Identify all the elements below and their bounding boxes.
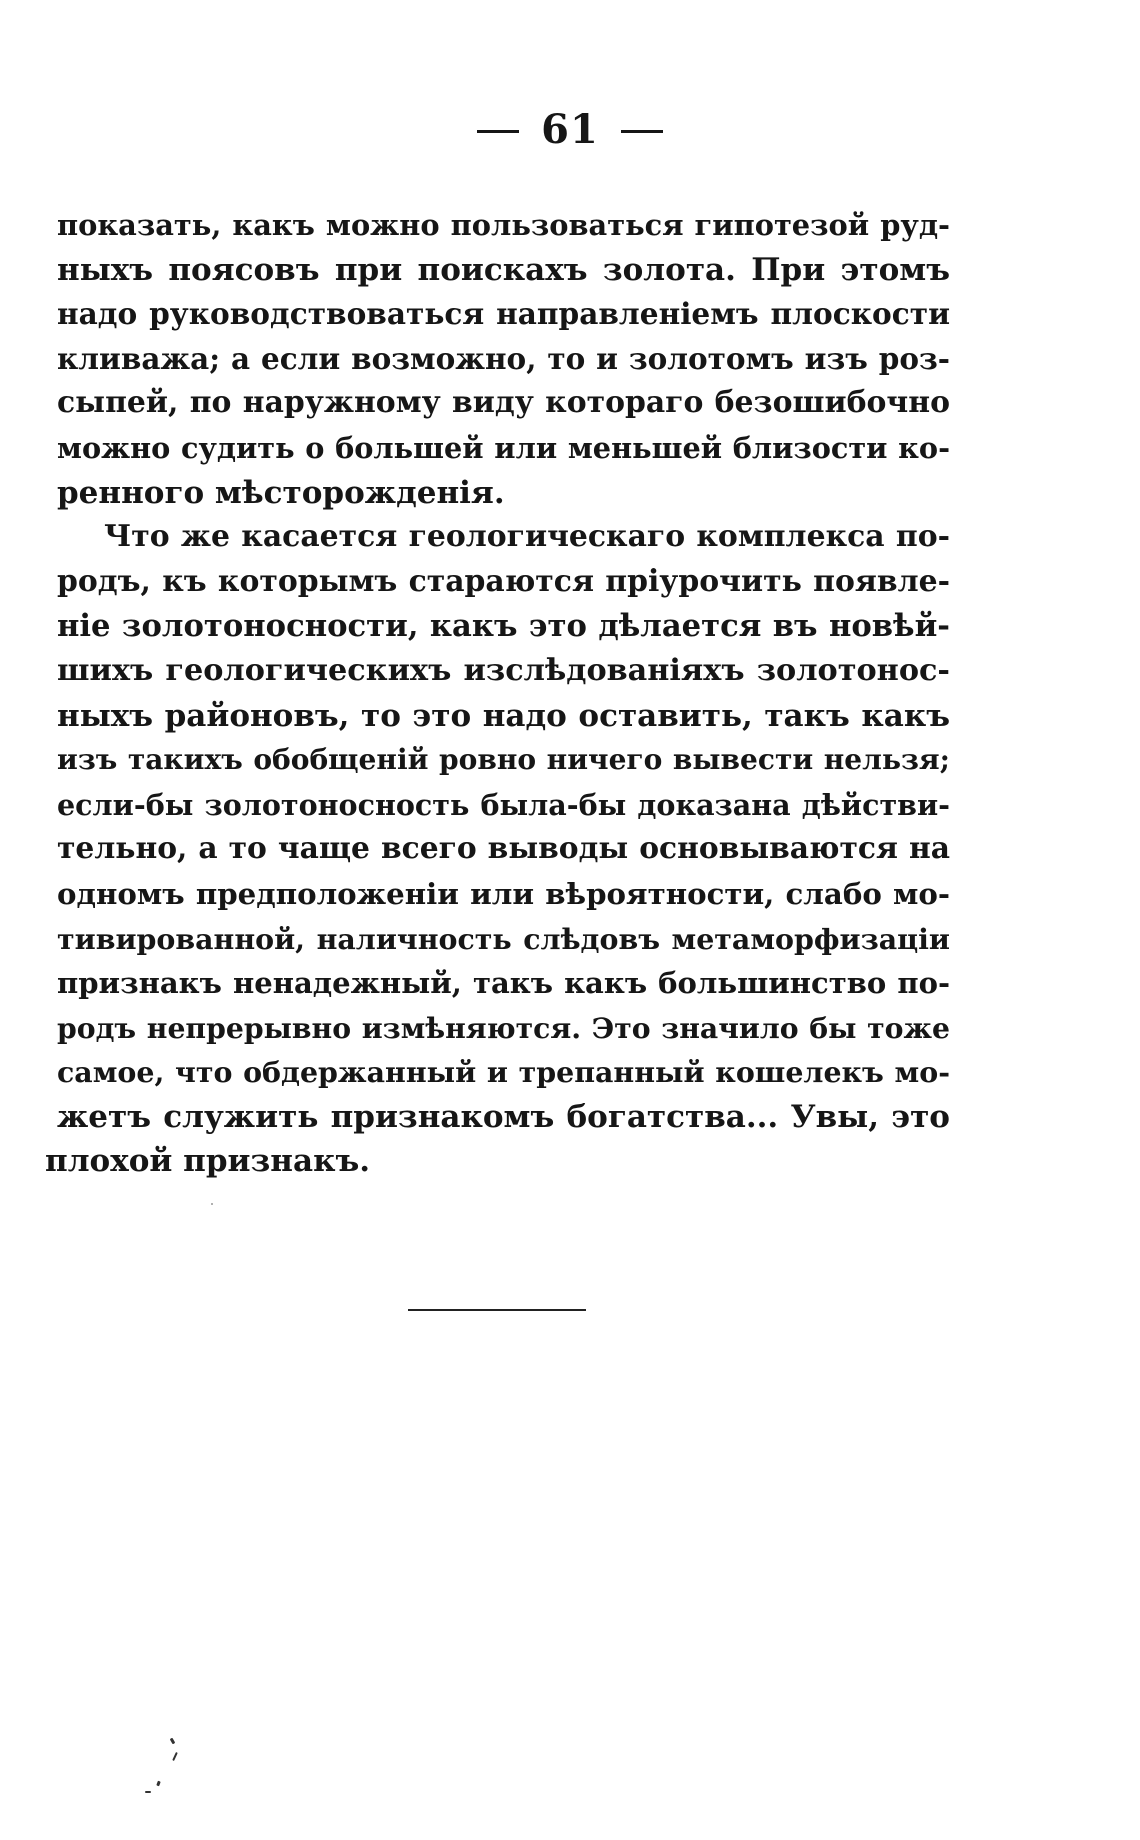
text-line: можно судить о большей или меньшей близости ко- bbox=[57, 430, 950, 465]
text-line: кливажа; а если возможно, то и золотомъ изъ роз- bbox=[57, 340, 950, 376]
text-line: если-бы золотоносность была-бы доказана дѣйстви- bbox=[57, 787, 950, 822]
body-text bbox=[45, 203, 950, 1184]
text-line: ніе золотоносности, какъ это дѣлается въ новѣй- bbox=[57, 608, 950, 645]
scan-speck bbox=[156, 1781, 161, 1787]
page-number: 61 bbox=[541, 106, 599, 153]
text-line: Что же касается геологическаго комплекса по- bbox=[104, 519, 950, 555]
text-line: надо руководствоваться направленіемъ плоскости bbox=[57, 296, 950, 332]
header-dash-left bbox=[477, 130, 519, 133]
text-line: шихъ геологическихъ изслѣдованіяхъ золотонос- bbox=[57, 652, 950, 688]
text-line: плохой признакъ. bbox=[45, 1143, 371, 1180]
scan-speck bbox=[172, 1752, 178, 1761]
page-header bbox=[0, 106, 1140, 153]
text-line: ренного мѣсторожденія. bbox=[57, 474, 505, 511]
paragraph-2 bbox=[45, 515, 950, 1184]
text-line: сыпей, по наружному виду котораго безошибочно bbox=[57, 385, 950, 421]
scan-speck bbox=[170, 1738, 176, 1745]
text-line: ныхъ поясовъ при поискахъ золота. При этомъ bbox=[57, 251, 950, 288]
text-line: изъ такихъ обобщеній ровно ничего вывести нельзя; bbox=[57, 743, 950, 777]
scan-speck bbox=[145, 1791, 151, 1793]
text-line: родъ, къ которымъ стараются пріурочить появле- bbox=[57, 563, 950, 599]
header-dash-right bbox=[621, 130, 663, 133]
paragraph-1 bbox=[57, 203, 950, 515]
text-line: тельно, а то чаще всего выводы основываются на bbox=[57, 831, 950, 867]
section-divider bbox=[408, 1309, 586, 1311]
text-line: одномъ предположеніи или вѣроятности, слабо мо- bbox=[57, 876, 950, 911]
text-line: жетъ служить признакомъ богатства... Увы, это bbox=[57, 1098, 950, 1135]
text-line: показать, какъ можно пользоваться гипотезой руд- bbox=[57, 208, 950, 242]
scan-speck bbox=[211, 1203, 213, 1205]
text-line: ныхъ районовъ, то это надо оставить, такъ какъ bbox=[57, 697, 950, 734]
text-line: тивированной, наличность слѣдовъ метаморфизаціи bbox=[57, 921, 950, 956]
text-line: родъ непрерывно измѣняются. Это значило бы тоже bbox=[57, 1010, 950, 1045]
text-line: самое, что обдержанный и трепанный кошелекъ мо- bbox=[57, 1055, 950, 1090]
text-line: признакъ ненадежный, такъ какъ большинство по- bbox=[57, 966, 950, 1001]
